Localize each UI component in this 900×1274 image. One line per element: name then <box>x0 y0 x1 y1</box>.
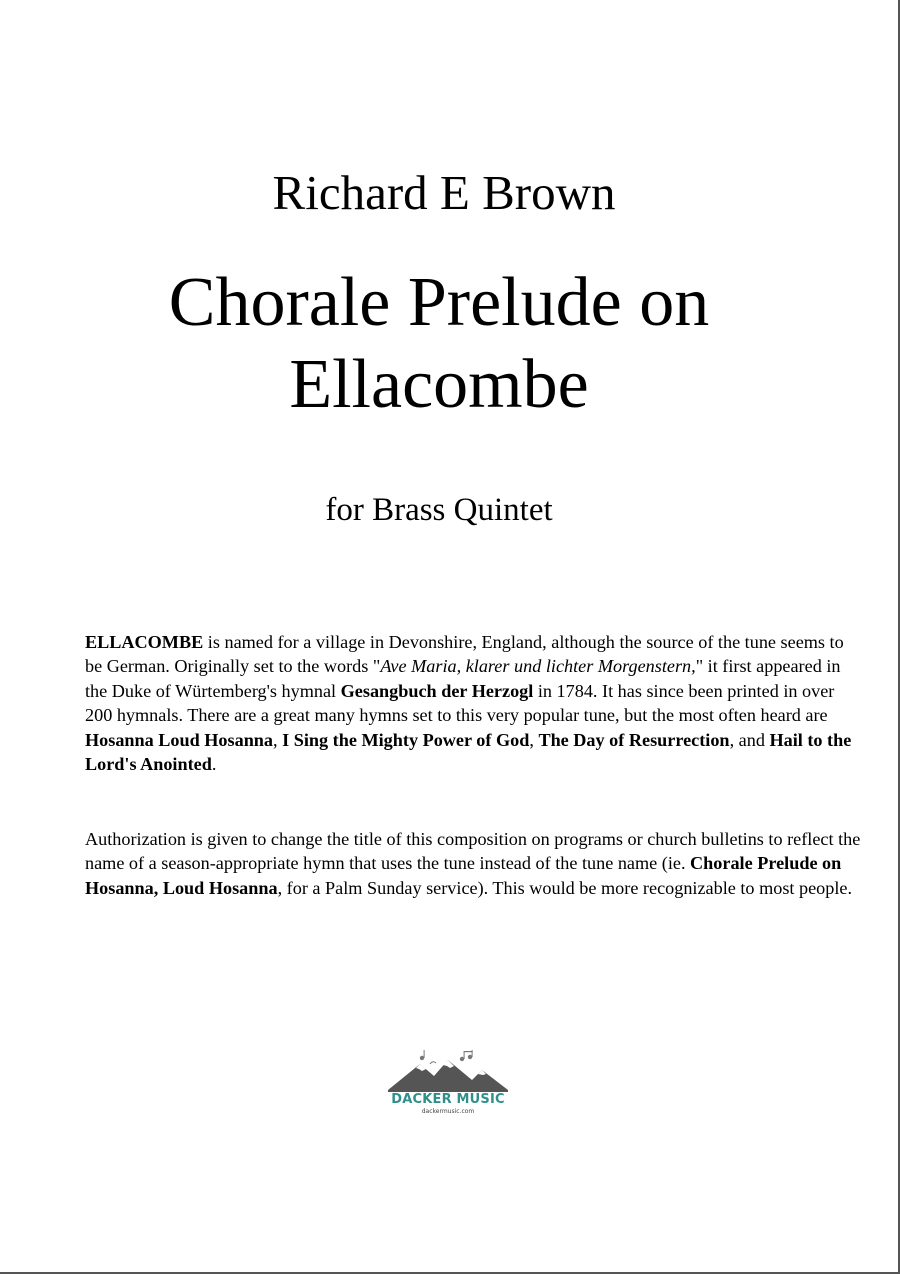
title-line-1: Chorale Prelude on <box>168 264 710 341</box>
mountain-icon <box>386 1050 510 1094</box>
hymnal-name: Gesangbuch der Herzogl <box>340 680 534 701</box>
publisher-name: DACKER MUSIC <box>391 1092 505 1107</box>
publisher-url: dackermusic.com <box>421 1108 475 1115</box>
publisher-logo <box>386 1050 510 1120</box>
tune-description-paragraph: ELLACOMBE is named for a village in Devonshire, England, although the source of the tune seems to be German. Originally set to the words "Ave Maria, klarer und lichter Morgenstern," it first appeared in the Duke of Würtemberg's hymnal Gesangbuch der Herzogl in 1784. It has since been printed in over 200 hymnals. There are a great many hymns set to this very popular tune, but the most often heard are Hosanna Loud Hosanna, I Sing the Mighty Power of God, The Day of Resurrection, and Hail to the Lord's Anointed. <box>85 632 852 775</box>
subtitle: for Brass Quintet <box>325 492 553 528</box>
hymn-title: Hosanna Loud Hosanna <box>85 729 274 750</box>
hymn-title: The Day of Resurrection <box>538 729 730 750</box>
tune-name: ELLACOMBE <box>85 632 204 652</box>
example-title: Chorale Prelude on Hosanna, Loud Hosanna <box>85 853 842 898</box>
hymn-title: I Sing the Mighty Power of God <box>282 729 530 750</box>
hymn-title: Hail to the Lord's Anointed <box>85 729 852 775</box>
page-title <box>0 262 878 426</box>
original-words: Ave Maria, klarer und lichter Morgenstern, <box>380 656 696 677</box>
composer-name: Richard E Brown <box>272 165 616 220</box>
authorization-paragraph: Authorization is given to change the title of this composition on programs or church bulletins to reflect the name of a season-appropriate hymn that uses the tune instead of the tune name (ie. Chorale Prelude on Hosanna, Loud Hosanna, for a Palm Sunday service). This would be more recognizable to most people. <box>85 829 861 898</box>
title-line-2: Ellacombe <box>289 346 589 423</box>
